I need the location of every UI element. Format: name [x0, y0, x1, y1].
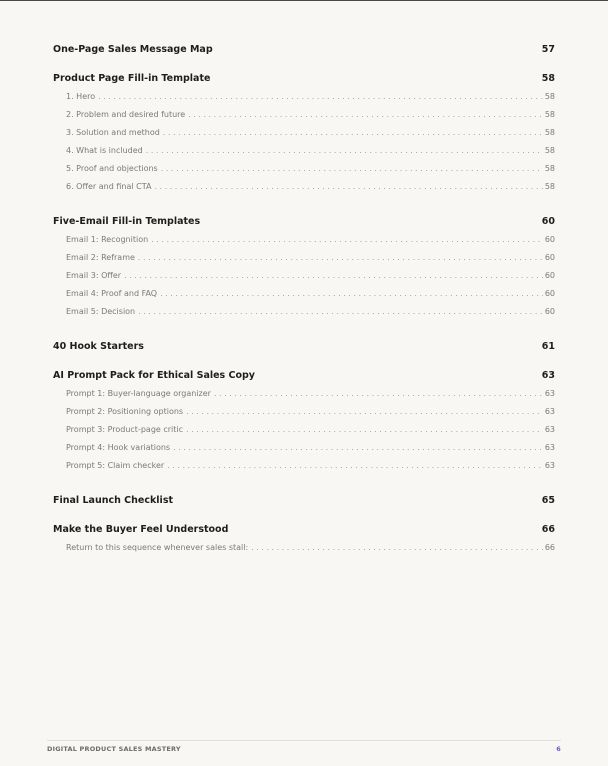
- toc-section-title: Make the Buyer Feel Understood: [53, 524, 229, 535]
- toc-section-page: 58: [541, 73, 555, 84]
- toc-subsection-page: 63: [544, 389, 555, 398]
- toc-subsection-page: 60: [544, 289, 555, 298]
- toc-subsection-entry[interactable]: [53, 442, 555, 460]
- toc-section-title: Product Page Fill-in Template: [53, 73, 211, 84]
- toc-subsection-list: [53, 91, 555, 199]
- toc-subsection-title: 5. Proof and objections: [66, 164, 158, 173]
- toc-section-page: 63: [541, 370, 555, 381]
- dot-leader: [151, 234, 543, 246]
- toc-subsection-entry[interactable]: [53, 109, 555, 127]
- toc-section-page: 60: [541, 216, 555, 227]
- toc-subsection-entry[interactable]: [53, 406, 555, 424]
- dot-leader: [214, 388, 543, 400]
- toc-section-title: One-Page Sales Message Map: [53, 44, 213, 55]
- toc-subsection-entry[interactable]: [53, 388, 555, 406]
- toc-subsection-page: 63: [544, 407, 555, 416]
- dot-leader: [154, 181, 542, 193]
- toc-subsection-title: Prompt 4: Hook variations: [66, 443, 171, 452]
- toc-subsection-page: 60: [544, 307, 555, 316]
- toc-subsection-entry[interactable]: [53, 424, 555, 442]
- toc-section-page: 66: [541, 524, 555, 535]
- toc-subsection-page: 58: [544, 164, 555, 173]
- footer-page-number: 6: [556, 745, 561, 753]
- toc-subsection-list: [53, 234, 555, 324]
- toc-subsection-page: 58: [544, 92, 555, 101]
- toc-subsection-page: 58: [544, 110, 555, 119]
- toc-subsection-entry[interactable]: [53, 288, 555, 306]
- toc-subsection-title: 4. What is included: [66, 146, 143, 155]
- toc-subsection-title: Email 1: Recognition: [66, 235, 149, 244]
- toc-subsection-page: 63: [544, 425, 555, 434]
- toc-section-entry[interactable]: [53, 43, 555, 56]
- toc-subsection-list: [53, 388, 555, 478]
- toc-subsection-entry[interactable]: [53, 542, 555, 560]
- toc-subsection-page: 60: [544, 271, 555, 280]
- page-footer: [47, 740, 561, 753]
- toc-section-title: Five-Email Fill-in Templates: [53, 216, 201, 227]
- toc-subsection-list: [53, 542, 555, 560]
- toc-subsection-entry[interactable]: [53, 181, 555, 199]
- toc-section-page: 57: [541, 44, 555, 55]
- toc-subsection-page: 63: [544, 461, 555, 470]
- toc-subsection-title: 1. Hero: [66, 92, 96, 101]
- toc-subsection-page: 63: [544, 443, 555, 452]
- toc-subsection-entry[interactable]: [53, 252, 555, 270]
- toc-subsection-entry[interactable]: [53, 234, 555, 252]
- toc-subsection-title: Email 5: Decision: [66, 307, 136, 316]
- toc-section-title: 40 Hook Starters: [53, 341, 144, 352]
- toc-subsection-title: 2. Problem and desired future: [66, 110, 186, 119]
- toc-subsection-page: 60: [544, 253, 555, 262]
- table-of-contents: [53, 43, 555, 560]
- dot-leader: [124, 270, 543, 282]
- toc-section-entry[interactable]: [53, 72, 555, 85]
- toc-subsection-title: 3. Solution and method: [66, 128, 160, 137]
- toc-subsection-title: 6. Offer and final CTA: [66, 182, 152, 191]
- toc-subsection-title: Prompt 3: Product-page critic: [66, 425, 184, 434]
- toc-subsection-entry[interactable]: [53, 460, 555, 478]
- toc-section-title: AI Prompt Pack for Ethical Sales Copy: [53, 370, 256, 381]
- toc-subsection-entry[interactable]: [53, 145, 555, 163]
- dot-leader: [167, 460, 543, 472]
- toc-subsection-page: 58: [544, 146, 555, 155]
- toc-subsection-title: Prompt 5: Claim checker: [66, 461, 165, 470]
- dot-leader: [138, 306, 543, 318]
- dot-leader: [146, 145, 543, 157]
- dot-leader: [163, 127, 543, 139]
- toc-subsection-title: Prompt 2: Positioning options: [66, 407, 184, 416]
- toc-subsection-entry[interactable]: [53, 91, 555, 109]
- top-rule: [0, 0, 608, 1]
- toc-section-entry[interactable]: [53, 494, 555, 507]
- dot-leader: [173, 442, 543, 454]
- toc-subsection-entry[interactable]: [53, 163, 555, 181]
- toc-section-entry[interactable]: [53, 215, 555, 228]
- toc-section-entry[interactable]: [53, 340, 555, 353]
- dot-leader: [160, 288, 543, 300]
- toc-section-entry[interactable]: [53, 523, 555, 536]
- toc-subsection-title: Email 4: Proof and FAQ: [66, 289, 158, 298]
- toc-subsection-page: 58: [544, 182, 555, 191]
- toc-subsection-page: 58: [544, 128, 555, 137]
- toc-section-page: 65: [541, 495, 555, 506]
- toc-subsection-title: Prompt 1: Buyer-language organizer: [66, 389, 211, 398]
- toc-subsection-entry[interactable]: [53, 270, 555, 288]
- dot-leader: [186, 424, 543, 436]
- dot-leader: [161, 163, 543, 175]
- dot-leader: [188, 109, 543, 121]
- toc-subsection-title: Email 3: Offer: [66, 271, 122, 280]
- dot-leader: [186, 406, 543, 418]
- dot-leader: [251, 542, 543, 554]
- toc-section-title: Final Launch Checklist: [53, 495, 174, 506]
- dot-leader: [98, 91, 543, 103]
- toc-subsection-page: 66: [544, 543, 555, 552]
- toc-subsection-title: Return to this sequence whenever sales stall:: [66, 543, 249, 552]
- toc-section-page: 61: [541, 341, 555, 352]
- toc-subsection-page: 60: [544, 235, 555, 244]
- footer-book-title: DIGITAL PRODUCT SALES MASTERY: [47, 745, 181, 753]
- toc-subsection-entry[interactable]: [53, 127, 555, 145]
- toc-subsection-title: Email 2: Reframe: [66, 253, 135, 262]
- toc-section-entry[interactable]: [53, 369, 555, 382]
- dot-leader: [138, 252, 543, 264]
- toc-subsection-entry[interactable]: [53, 306, 555, 324]
